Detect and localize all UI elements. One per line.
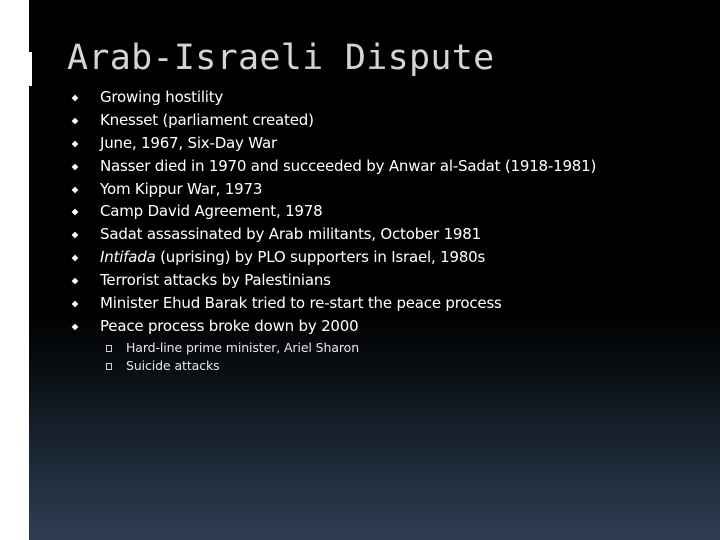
square-bullet-icon (72, 209, 79, 216)
square-bullet-icon (72, 140, 79, 147)
sub-bullet-item (29, 358, 720, 376)
bullet-text (100, 248, 485, 266)
bullet-list (29, 88, 720, 340)
bullet-text: Terrorist attacks by Palestinians (100, 271, 331, 290)
square-bullet-icon (72, 117, 79, 124)
square-bullet-icon (72, 163, 79, 170)
bullet-text: Peace process broke down by 2000 (100, 316, 359, 335)
square-bullet-icon (72, 186, 79, 193)
square-bullet-icon (72, 232, 79, 239)
bullet-text: Minister Ehud Barak tried to re-start the peace process (100, 294, 502, 313)
sub-bullet-text: Hard-line prime minister, Ariel Sharon (126, 340, 360, 355)
bullet-item (29, 248, 720, 271)
bullet-text: June, 1967, Six-Day War (100, 133, 277, 152)
square-bullet-icon (72, 324, 79, 331)
square-bullet-icon (72, 95, 79, 102)
bullet-text-italic: Intifada (100, 248, 156, 267)
bullet-text-rest: (uprising) by PLO supporters in Israel, 1980s (155, 248, 486, 267)
bullet-item (29, 180, 720, 203)
accent-bar (29, 52, 32, 86)
bullet-text: Sadat assassinated by Arab militants, October 1981 (100, 225, 481, 244)
bullet-text: Yom Kippur War, 1973 (100, 179, 263, 198)
sub-bullet-text: Suicide attacks (126, 358, 220, 373)
bullet-text: Knesset (parliament created) (100, 110, 314, 129)
slide (29, 0, 720, 540)
bullet-item (29, 202, 720, 225)
bullet-item (29, 271, 720, 294)
sub-bullet-list (29, 340, 720, 376)
bullet-item (29, 111, 720, 134)
bullet-item (29, 294, 720, 317)
square-bullet-icon (72, 255, 79, 262)
square-bullet-icon (72, 278, 79, 285)
bullet-text: Growing hostility (100, 88, 224, 106)
sub-bullet-item (29, 340, 720, 358)
square-bullet-icon (72, 301, 79, 308)
bullet-item (29, 225, 720, 248)
bullet-item (29, 88, 720, 111)
slide-title: Arab-Israeli Dispute (67, 38, 495, 78)
hollow-square-bullet-icon (106, 363, 112, 370)
hollow-square-bullet-icon (106, 345, 112, 352)
bullet-item (29, 134, 720, 157)
bullet-text: Nasser died in 1970 and succeeded by Anwar al-Sadat (1918-1981) (100, 156, 597, 175)
bullet-item (29, 157, 720, 180)
bullet-text: Camp David Agreement, 1978 (100, 202, 323, 221)
bullet-item (29, 317, 720, 340)
